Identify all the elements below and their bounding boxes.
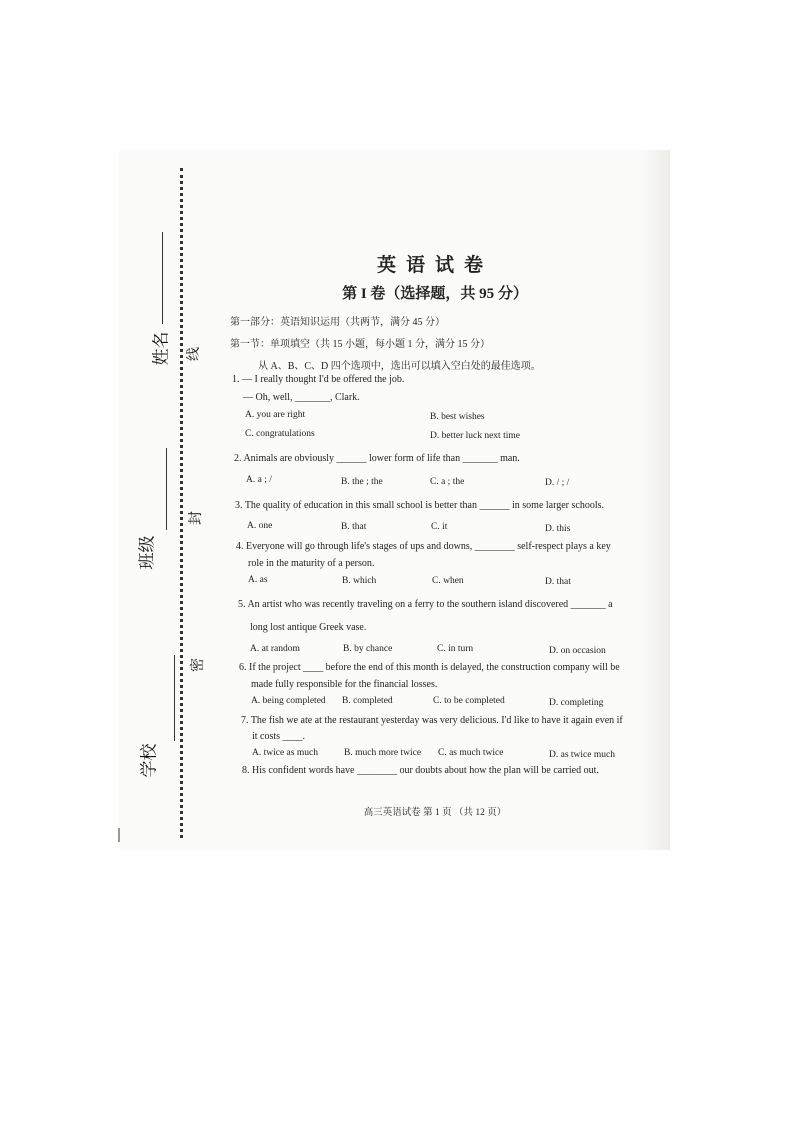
question-4-option-d: D. that	[545, 577, 571, 587]
part-heading: 第一部分：英语知识运用（共两节，满分 45 分）	[230, 317, 445, 328]
question-5-option-c: C. in turn	[437, 644, 474, 654]
question-5-option-a: A. at random	[250, 644, 300, 654]
question-1-option-a: A. you are right	[245, 410, 306, 420]
name-label: 姓名	[151, 331, 171, 366]
instruction-text: 从 A、B、C、D 四个选项中，选出可以填入空白处的最佳选项。	[258, 361, 541, 372]
question-3-option-a: A. one	[247, 521, 273, 531]
question-6-line-1: 6. If the project ____ before the end of this month is delayed, the construction company will be	[239, 662, 620, 673]
question-1-line-1: 1. — I really thought I'd be offered the job.	[232, 374, 405, 385]
question-7-line-2: it costs ____.	[252, 731, 306, 742]
question-7-option-c: C. as much twice	[438, 748, 504, 758]
question-7-option-a: A. twice as much	[252, 748, 318, 758]
question-3-option-c: C. it	[431, 522, 448, 532]
class-blank	[166, 448, 167, 530]
question-6-option-d: D. completing	[549, 698, 604, 708]
question-7-line-1: 7. The fish we ate at the restaurant yesterday was very delicious. I'd like to have it again even if	[241, 715, 623, 726]
question-5-option-d: D. on occasion	[549, 646, 606, 656]
question-4-option-a: A. as	[248, 575, 268, 585]
question-8-line-1: 8. His confident words have ________ our doubts about how the plan will be carried out.	[242, 765, 599, 776]
question-2-option-a: A. a ; /	[246, 475, 272, 485]
page-footer: 高三英语试卷 第 1 页 （共 12 页）	[363, 808, 507, 818]
question-4-line-2: role in the maturity of a person.	[248, 558, 375, 569]
question-4-option-b: B. which	[342, 576, 377, 586]
question-6-option-c: C. to be completed	[433, 696, 505, 706]
seal-line-char: 线	[187, 347, 202, 361]
question-7-option-d: D. as twice much	[549, 750, 615, 760]
question-4-line-1: 4. Everyone will go through life's stages of ups and downs, ________ self-respect plays a key	[236, 541, 611, 552]
exam-subtitle: 第 I 卷（选择题，共 95 分）	[342, 286, 528, 302]
name-blank	[162, 232, 163, 324]
question-3-option-d: D. this	[545, 524, 571, 534]
question-3-line-1: 3. The quality of education in this small school is better than ______ in some larger schools.	[235, 500, 605, 511]
page-edge-mark	[118, 828, 120, 842]
question-4-option-c: C. when	[432, 576, 464, 586]
seal-seal-char: 封	[189, 511, 204, 525]
question-5-option-b: B. by chance	[343, 644, 393, 654]
school-label: 学校	[139, 743, 159, 778]
question-6-option-b: B. completed	[342, 696, 393, 706]
question-2-line-1: 2. Animals are obviously ______ lower form of life than _______ man.	[234, 453, 520, 464]
question-7-option-b: B. much more twice	[344, 748, 422, 758]
question-1-option-d: D. better luck next time	[430, 431, 520, 441]
question-1-option-c: C. congratulations	[245, 429, 315, 439]
binding-dotted-line	[180, 168, 183, 838]
seal-mi-char: 密	[191, 658, 206, 672]
question-5-line-1: 5. An artist who was recently traveling on a ferry to the southern island discovered _______ a	[238, 599, 613, 610]
question-2-option-b: B. the ; the	[341, 477, 383, 487]
question-1-option-b: B. best wishes	[430, 412, 485, 422]
school-blank	[174, 655, 175, 741]
section-heading: 第一节：单项填空（共 15 小题，每小题 1 分，满分 15 分）	[230, 339, 490, 350]
class-label: 班级	[137, 535, 157, 570]
question-3-option-b: B. that	[341, 522, 367, 532]
question-1-line-2: — Oh, well, _______, Clark.	[243, 392, 360, 403]
question-2-option-d: D. / ; /	[545, 478, 570, 488]
question-5-line-2: long lost antique Greek vase.	[250, 622, 367, 633]
question-2-option-c: C. a ; the	[430, 477, 465, 487]
question-6-line-2: made fully responsible for the financial losses.	[251, 679, 438, 690]
exam-title: 英语试卷	[376, 255, 493, 276]
question-6-option-a: A. being completed	[251, 696, 326, 706]
